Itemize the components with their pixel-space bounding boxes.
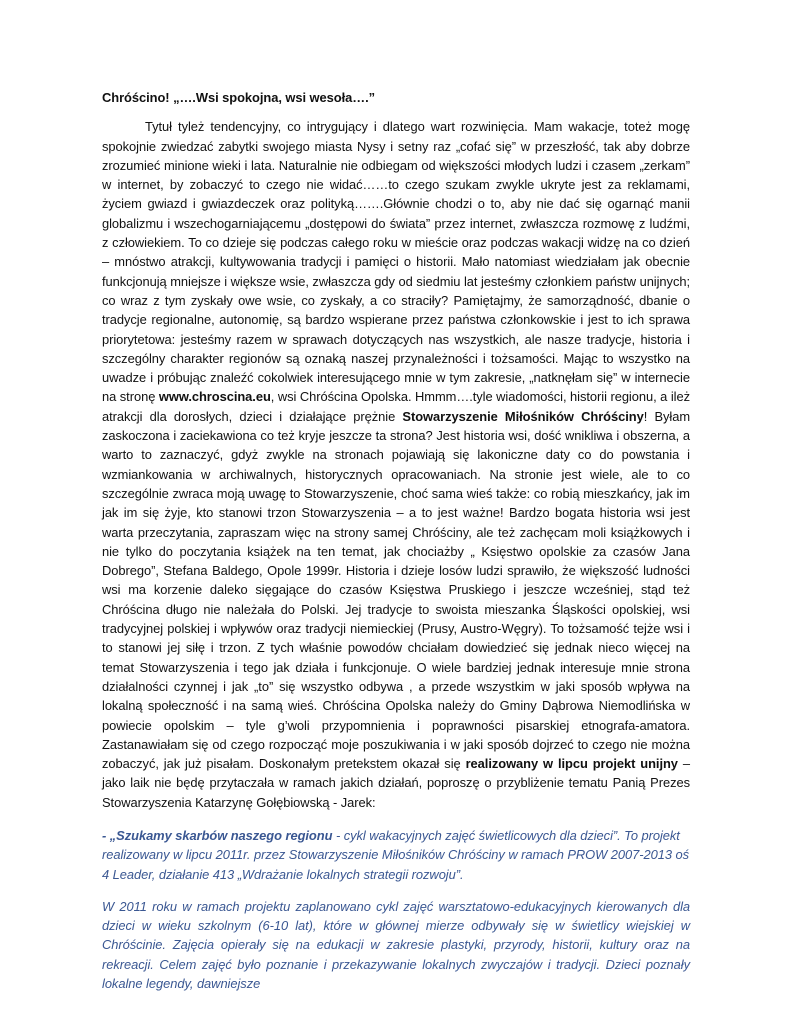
paragraph-text: ! Byłam zaskoczona i zaciekawiona co też kryje jeszcze ta strona? Jest historia wsi, dość wnikliwa i obszerna, a warto to zaznaczyć, gdyż zwykle na stronach pojawiają się lakoniczne daty co do powstania i wzmiankowania w archiwalnych, historycznych opracowaniach. Na stronie jest wiele, ale to co szczególnie zwraca moją uwagę to Stowarzyszenie, choć sama wieś także: co robią mieszkańcy, jak im jak im się żyje, kto stanowi trzon Stowarzyszenia – a to jest ważne! Bardzo bogata historia wsi jest warta przeczytania, zapraszam więc na strony samej Chróściny, ale też zachęcam moli książkowych i nie tylko do poczytania książek na ten temat, jak chociażby „ Księstwo opolskie za czasów Jana Dobrego”, Stefana Baldego, Opole 1999r. Historia i dzieje losów ludzi sprawiło, że większość ludności wsi ma korzenie daleko sięgające do czasów Księstwa Pruskiego i jeszcze wcześniej, stąd też Chróścina długo nie należała do Polski. Jej tradycje to swoista mieszanka Śląskości opolskiej, wsi tradycyjnej polskiej i wpływów oraz tradycji niemieckiej (Prusy, Austro-Węgry). To tożsamość tejże wsi i to stanowi jej siłę i trzon. Z tych właśnie powodów chciałam dowiedzieć się jednak nieco więcej na temat Stowarzyszenia i tego jak działa i funkcjonuje. O wiele bardziej jednak interesuje mnie strona działalności czynnej i jak „to” się wszystko odbywa , a przede wszystkim w jaki sposób wpływa na lokalną społeczność i na samą wieś. Chróścina Opolska należy do Gminy Dąbrowa Niemodlińska w powiecie opolskim – tyle g’woli przypomnienia i poprawności pisarskiej etnografa-amatora. Zastanawiałam się od czego rozpocząć moje poszukiwania i w jaki sposób dojrzeć to czego nie można zobaczyć, jak już pisałam. Doskonałym pretekstem okazał się bbox=[102, 408, 691, 772]
project-prefix: - bbox=[102, 827, 110, 843]
paragraph-text: , wsi Chróścina Opolska. Hmmm….tyle wiadomości, historii regionu, a ileż atrakcji dla dorosłych, dzieci i działające prężnie bbox=[102, 389, 690, 424]
document-title: Chróścino! „….Wsi spokojna, wsi wesoła….” bbox=[102, 90, 375, 105]
project-details: - cykl wakacyjnych zajęć świetlicowych dla dzieci”. To projekt realizowany w lipcu 2011r. przez Stowarzyszenie Miłośników Chróściny w ramach PROW 2007-2013 oś 4 Leader, działanie 413 „Wdrażanie lokalnych strategii rozwoju”. bbox=[102, 827, 690, 882]
document-page bbox=[102, 88, 690, 993]
website-link-text: www.chroscina.eu bbox=[158, 389, 271, 405]
paragraph-text: – jako laik nie będę przytaczała w ramach jakich działań, poproszę o przybliżenie tematu Panią Prezes Stowarzyszenia Katarzynę Gołębiowską - Jarek: bbox=[102, 756, 690, 810]
project-name: „Szukamy skarbów naszego regionu bbox=[109, 827, 333, 843]
project-summary bbox=[102, 826, 690, 884]
paragraph-text: Tytuł tyleż tendencyjny, co intrygujący i dlatego wart rozwinięcia. Mam wakacje, toteż mogę spokojnie zwiedzać zabytki swojego miasta Nysy i setny raz „cofać się” w przeszłość, tak aby dobrze zrozumieć minione wieki i lata. Naturalnie nie odbiegam od większości młodych ludzi i czasem „zerkam” w internet, by zobaczyć to czego nie widać……to czego szukam zwykle ukryte jest za reklamami, życiem gwiazd i gwiazdeczek oraz polityką…….Głównie chodzi o to, aby nie dać się ogarnąć manii globalizmu i wszechogarniającemu „dostępowi do świata” przez internet, zwłaszcza rozmowę z ludźmi, z człowiekiem. To co dzieje się podczas całego roku w mieście oraz podczas wakacji widzę na co dzień – mnóstwo atrakcji, kultywowania tradycji i pamięci o historii. Mało natomiast wiedziałam jak obecnie funkcjonują mniejsze i większe wsie, zwłaszcza gdy od siedmiu lat jesteśmy członkiem państw unijnych; co wraz z tym zyskały owe wsie, co zyskały, a co straciły? Pamiętajmy, że samorządność, dbanie o tradycje regionalne, autonomię, są bardzo wspierane przez państwa członkowskie i jest to ich sprawa priorytetowa: jesteśmy razem w sprawach dotyczących nas wszystkich, ale nasze tradycje, historia i szczególny charakter regionów są oznaką naszej przynależności i tożsamości. Mając to wszystko na uwadze i próbując znaleźć cokolwiek interesującego mnie w tym zakresie, „natknęłam się” w internecie na stronę bbox=[102, 119, 690, 405]
project-highlight: realizowany w lipcu projekt unijny bbox=[465, 756, 678, 772]
association-name: Stowarzyszenie Miłośników Chróściny bbox=[402, 408, 644, 424]
main-paragraph bbox=[102, 117, 690, 812]
project-description: W 2011 roku w ramach projektu zaplanowano cykl zajęć warsztatowo-edukacyjnych kierowanych dla dzieci w wieku szkolnym (6-10 lat), które w głównej mierze odbywały się w świetlicy wiejskiej w Chróścinie. Zajęcia opierały się na edukacji w zakresie plastyki, przyrody, historii, kultury oraz na rekreacji. Celem zajęć było poznanie i przekazywanie lokalnych zwyczajów i tradycji. Dzieci poznały lokalne legendy, dawniejsze bbox=[102, 898, 690, 992]
